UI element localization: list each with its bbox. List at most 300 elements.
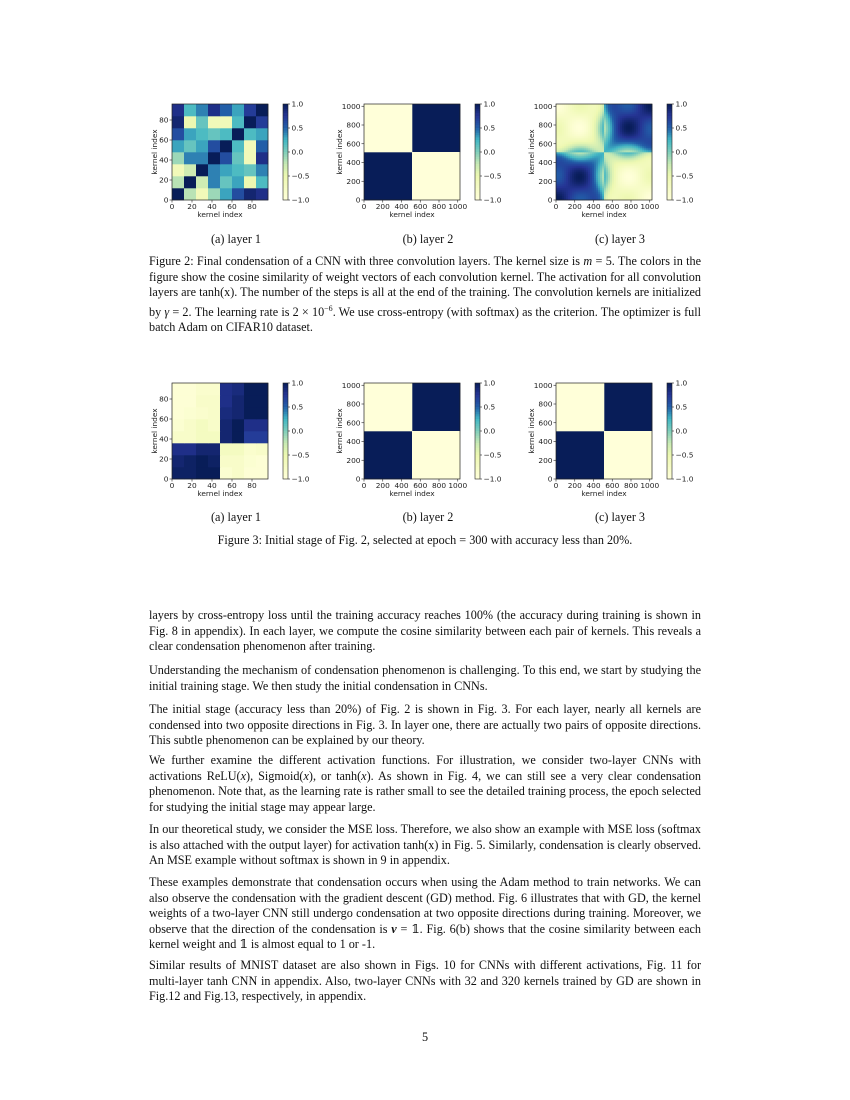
heatmap-cell — [604, 108, 606, 110]
heatmap-cell — [606, 172, 608, 174]
heatmap-cell — [632, 138, 634, 140]
heatmap-cell — [590, 188, 592, 190]
heatmap-cell — [640, 120, 642, 122]
colorbar-segment — [667, 116, 672, 119]
heatmap-cell — [568, 182, 570, 184]
heatmap-cell — [586, 164, 588, 166]
heatmap-cell — [580, 178, 582, 180]
x-axis-label: kernel index — [389, 210, 435, 219]
heatmap-cell — [640, 146, 642, 148]
heatmap-cell — [562, 164, 564, 166]
heatmap-cell — [606, 180, 608, 182]
heatmap-cell — [636, 174, 638, 176]
heatmap-cell — [244, 188, 256, 200]
heatmap-cell — [628, 186, 630, 188]
heatmap-cell — [596, 132, 598, 134]
heatmap-cell — [636, 168, 638, 170]
heatmap-cell — [628, 144, 630, 146]
heatmap-cell — [570, 138, 572, 140]
heatmap-cell — [564, 164, 566, 166]
heatmap-cell — [572, 116, 574, 118]
heatmap-cell — [632, 130, 634, 132]
heatmap-cell — [632, 132, 634, 134]
heatmap-cell — [562, 142, 564, 144]
heatmap-cell — [570, 144, 572, 146]
heatmap-cell — [576, 150, 578, 152]
colorbar-segment — [667, 109, 672, 112]
heatmap-cell — [598, 112, 600, 114]
heatmap-cell — [582, 106, 584, 108]
heatmap-cell — [598, 128, 600, 130]
heatmap-cell — [582, 126, 584, 128]
heatmap-cell — [594, 122, 596, 124]
colorbar — [283, 379, 310, 484]
heatmap-cell — [644, 118, 646, 120]
heatmap-cell — [642, 112, 644, 114]
heatmap-cell — [574, 156, 576, 158]
colorbar-segment — [283, 157, 288, 160]
heatmap-cell — [244, 419, 256, 431]
heatmap-cell — [606, 176, 608, 178]
heatmap-cell — [634, 136, 636, 138]
heatmap-cell — [574, 176, 576, 178]
heatmap-cell — [590, 178, 592, 180]
heatmap-block — [604, 383, 652, 431]
heatmap-cell — [560, 190, 562, 192]
heatmap-cell — [646, 174, 648, 176]
heatmap-cell — [618, 180, 620, 182]
colorbar-segment — [283, 109, 288, 112]
colorbar-segment — [667, 465, 672, 468]
x-tick-label: 800 — [431, 202, 447, 211]
heatmap-cell — [558, 190, 560, 192]
heatmap-cell — [588, 162, 590, 164]
x-tick-label: 600 — [413, 481, 428, 490]
heatmap-cell — [640, 154, 642, 156]
x-tick-label: 200 — [567, 481, 582, 490]
heatmap-cell — [582, 180, 584, 182]
heatmap-cell — [648, 136, 650, 138]
heatmap-cell — [634, 132, 636, 134]
heatmap-cell — [640, 122, 642, 124]
heatmap-cell — [600, 184, 602, 186]
heatmap-cell — [574, 120, 576, 122]
heatmap-cell — [634, 192, 636, 194]
heatmap-cell — [582, 192, 584, 194]
colorbar-segment — [283, 169, 288, 172]
colorbar-segment — [475, 142, 480, 145]
heatmap-cell — [646, 176, 648, 178]
heatmap-cell — [598, 190, 600, 192]
heatmap-cell — [636, 144, 638, 146]
heatmap-cell — [620, 162, 622, 164]
heatmap-cell — [626, 116, 628, 118]
heatmap-cell — [614, 112, 616, 114]
colorbar-segment — [283, 395, 288, 398]
heatmap-cell — [624, 188, 626, 190]
heatmap-block — [364, 383, 412, 431]
heatmap-cell — [612, 140, 614, 142]
heatmap-block — [364, 431, 412, 479]
heatmap-cell — [566, 164, 568, 166]
heatmap-cell — [598, 172, 600, 174]
heatmap-cell — [646, 178, 648, 180]
heatmap-cell — [584, 188, 586, 190]
heatmap-cell — [570, 172, 572, 174]
heatmap-cell — [564, 110, 566, 112]
y-tick-label: 80 — [159, 115, 169, 125]
heatmap-cell — [574, 146, 576, 148]
heatmap-cell — [598, 150, 600, 152]
heatmap-cell — [620, 144, 622, 146]
heatmap-cell — [588, 136, 590, 138]
heatmap-cell — [576, 108, 578, 110]
heatmap-cell — [644, 158, 646, 160]
heatmap-cell — [608, 136, 610, 138]
heatmap-cell — [574, 174, 576, 176]
heatmap-cell — [574, 138, 576, 140]
heatmap-cell — [564, 158, 566, 160]
heatmap-cell — [560, 120, 562, 122]
heatmap-cell — [572, 190, 574, 192]
heatmap-cell — [592, 176, 594, 178]
colorbar-segment — [475, 433, 480, 436]
heatmap-cell — [634, 160, 636, 162]
heatmap-cell — [594, 124, 596, 126]
heatmap-cell — [172, 407, 184, 419]
heatmap-cell — [634, 178, 636, 180]
heatmap-cell — [604, 142, 606, 144]
heatmap-cell — [244, 128, 256, 140]
heatmap-cell — [256, 467, 268, 479]
colorbar-segment — [475, 133, 480, 136]
heatmap-cell — [612, 106, 614, 108]
x-tick-label: 0 — [169, 202, 175, 211]
heatmap-cell — [644, 162, 646, 164]
colorbar-segment — [283, 150, 288, 153]
heatmap-cell — [646, 144, 648, 146]
heatmap-cell — [634, 128, 636, 130]
fig3-subcaption-c: (c) layer 3 — [594, 510, 646, 524]
heatmap-cell — [612, 182, 614, 184]
heatmap-cell — [638, 162, 640, 164]
heatmap-cell — [620, 156, 622, 158]
heatmap-cell — [610, 110, 612, 112]
heatmap-cell — [564, 176, 566, 178]
heatmap-cell — [566, 174, 568, 176]
heatmap-cell — [640, 144, 642, 146]
heatmap-cell — [564, 150, 566, 152]
heatmap-cell — [568, 188, 570, 190]
heatmap-cell — [638, 122, 640, 124]
heatmap-cell — [580, 134, 582, 136]
heatmap-cell — [636, 110, 638, 112]
heatmap-cell — [626, 120, 628, 122]
x-tick-label: 400 — [394, 202, 409, 211]
colorbar-segment — [283, 166, 288, 169]
colorbar-segment — [283, 154, 288, 157]
heatmap-cell — [642, 184, 644, 186]
heatmap-cell — [610, 146, 612, 148]
x-tick-label: 0 — [169, 481, 175, 490]
heatmap-cell — [616, 182, 618, 184]
heatmap-cell — [608, 128, 610, 130]
heatmap-cell — [646, 140, 648, 142]
heatmap-cell — [618, 114, 620, 116]
y-tick-label: 400 — [538, 437, 553, 447]
colorbar-segment — [283, 419, 288, 422]
heatmap-cell — [636, 134, 638, 136]
heatmap-cell — [638, 126, 640, 128]
heatmap-cell — [628, 182, 630, 184]
heatmap-cell — [220, 140, 232, 152]
heatmap-cell — [590, 108, 592, 110]
heatmap-cell — [592, 144, 594, 146]
heatmap-cell — [618, 150, 620, 152]
heatmap-cell — [634, 158, 636, 160]
heatmap-cell — [604, 106, 606, 108]
heatmap-cell — [596, 180, 598, 182]
heatmap-cell — [630, 120, 632, 122]
heatmap-cell — [570, 182, 572, 184]
inline-run: x — [303, 768, 309, 783]
heatmap-cell — [634, 186, 636, 188]
heatmap-cell — [610, 184, 612, 186]
body-paragraph-5: In our theoretical study, we consider the MSE loss. Therefore, we also show an example with MSE loss (softmax is also attached with the output layer) for activation tanh(x) in Fig. 5. Similarly, condensation is clearly observed. An MSE example without softmax is shown in 9 in appendix. — [149, 822, 701, 868]
heatmap-cell — [636, 142, 638, 144]
body-paragraph-4: We further examine the different activation functions. For illustration, we consider two-layer CNNs with activations ReLU(x), Sigmoid(x), or tanh(x). As shown in Fig. 4, we can still see a very clear condensation phenomenon. Note that, as the learning rate is rather small to see the detailed training process, the epoch selected for studying the initial stage may appear large. — [149, 753, 701, 814]
heatmap-cell — [602, 168, 604, 170]
heatmap-cell — [582, 160, 584, 162]
heatmap-cell — [568, 190, 570, 192]
heatmap-cell — [596, 146, 598, 148]
heatmap-cell — [588, 118, 590, 120]
heatmap-cell — [648, 194, 650, 196]
heatmap-cell — [604, 128, 606, 130]
heatmap-cell — [566, 160, 568, 162]
colorbar-segment — [475, 407, 480, 410]
heatmap-cell — [640, 126, 642, 128]
heatmap-cell — [648, 124, 650, 126]
heatmap-cell — [602, 154, 604, 156]
x-tick-label: 60 — [227, 481, 237, 490]
heatmap-cell — [584, 182, 586, 184]
heatmap-cell — [560, 176, 562, 178]
y-tick-label: 800 — [346, 399, 361, 409]
heatmap-cell — [628, 128, 630, 130]
heatmap-cell — [588, 110, 590, 112]
heatmap-cell — [634, 142, 636, 144]
heatmap-cell — [196, 116, 208, 128]
heatmap-cell — [612, 178, 614, 180]
heatmap-cell — [614, 178, 616, 180]
heatmap-cell — [648, 138, 650, 140]
heatmap-cell — [568, 110, 570, 112]
heatmap-cell — [616, 110, 618, 112]
heatmap-cell — [564, 136, 566, 138]
heatmap-cell — [632, 120, 634, 122]
fig2-subcaption-c: (c) layer 3 — [594, 232, 646, 246]
heatmap-cell — [626, 146, 628, 148]
heatmap-cell — [640, 164, 642, 166]
heatmap-cell — [582, 148, 584, 150]
inline-run: m — [583, 254, 593, 268]
colorbar-segment — [283, 178, 288, 181]
heatmap-cell — [636, 124, 638, 126]
colorbar-segment — [667, 455, 672, 458]
heatmap-cell — [588, 186, 590, 188]
heatmap-cell — [584, 112, 586, 114]
heatmap-cell — [636, 196, 638, 198]
heatmap-cell — [616, 122, 618, 124]
heatmap-cell — [628, 192, 630, 194]
heatmap-cell — [622, 172, 624, 174]
heatmap-cell — [580, 118, 582, 120]
y-tick-label: 400 — [538, 158, 553, 168]
heatmap-cell — [578, 130, 580, 132]
heatmap-cell — [600, 140, 602, 142]
heatmap-cell — [560, 126, 562, 128]
heatmap-cell — [570, 192, 572, 194]
heatmap-cell — [590, 162, 592, 164]
heatmap-cell — [626, 166, 628, 168]
heatmap-cell — [576, 142, 578, 144]
colorbar-segment — [283, 433, 288, 436]
heatmap-cell — [638, 154, 640, 156]
heatmap-cell — [566, 144, 568, 146]
heatmap-cell — [636, 140, 638, 142]
heatmap-cell — [574, 158, 576, 160]
heatmap-cell — [610, 116, 612, 118]
heatmap-cell — [632, 148, 634, 150]
heatmap-cell — [572, 186, 574, 188]
heatmap-cell — [558, 176, 560, 178]
heatmap-cell — [576, 132, 578, 134]
heatmap-cell — [564, 184, 566, 186]
heatmap-cell — [620, 196, 622, 198]
heatmap-cell — [564, 172, 566, 174]
heatmap-cell — [604, 170, 606, 172]
heatmap-cell — [572, 178, 574, 180]
heatmap-cell — [560, 112, 562, 114]
heatmap-cell — [648, 170, 650, 172]
heatmap-cell — [630, 194, 632, 196]
heatmap-cell — [560, 152, 562, 154]
heatmap-cell — [604, 160, 606, 162]
heatmap-cell — [610, 192, 612, 194]
heatmap-cell — [208, 116, 220, 128]
heatmap-cell — [624, 132, 626, 134]
heatmap-cell — [624, 136, 626, 138]
heatmap-cell — [586, 118, 588, 120]
heatmap-cell — [634, 170, 636, 172]
heatmap-cell — [590, 168, 592, 170]
colorbar-tick-label: −0.5 — [291, 171, 310, 181]
heatmap-cell — [576, 116, 578, 118]
heatmap-cell — [590, 148, 592, 150]
heatmap-cell — [624, 162, 626, 164]
heatmap-cell — [580, 180, 582, 182]
heatmap-cell — [638, 184, 640, 186]
heatmap-cell — [596, 140, 598, 142]
heatmap-cell — [580, 114, 582, 116]
heatmap-cell — [588, 140, 590, 142]
heatmap-cell — [606, 112, 608, 114]
heatmap-cell — [602, 124, 604, 126]
heatmap-cell — [614, 116, 616, 118]
heatmap-cell — [172, 431, 184, 443]
heatmap-cell — [184, 116, 196, 128]
heatmap-cell — [614, 176, 616, 178]
heatmap-cell — [628, 184, 630, 186]
heatmap-cell — [620, 160, 622, 162]
heatmap-cell — [634, 138, 636, 140]
heatmap-cell — [244, 104, 256, 116]
heatmap-cell — [640, 166, 642, 168]
colorbar-segment — [283, 145, 288, 148]
heatmap-cell — [606, 122, 608, 124]
heatmap-cell — [574, 154, 576, 156]
heatmap-cell — [560, 118, 562, 120]
heatmap-cell — [622, 188, 624, 190]
heatmap-cell — [602, 160, 604, 162]
heatmap-cell — [208, 431, 220, 443]
heatmap-cell — [624, 184, 626, 186]
heatmap-cell — [642, 132, 644, 134]
heatmap-cell — [572, 128, 574, 130]
heatmap-cell — [582, 108, 584, 110]
heatmap-cell — [628, 168, 630, 170]
heatmap-cell — [600, 186, 602, 188]
heatmap-cell — [618, 176, 620, 178]
y-tick-label: 40 — [159, 155, 169, 165]
colorbar-segment — [475, 104, 480, 107]
colorbar-segment — [667, 174, 672, 177]
heatmap-cell — [558, 138, 560, 140]
heatmap-cell — [644, 148, 646, 150]
colorbar-segment — [475, 397, 480, 400]
heatmap-cell — [586, 144, 588, 146]
heatmap-cell — [576, 106, 578, 108]
heatmap-cell — [628, 148, 630, 150]
heatmap-cell — [600, 164, 602, 166]
heatmap-cell — [622, 116, 624, 118]
heatmap-cell — [632, 152, 634, 154]
heatmap-cell — [624, 114, 626, 116]
heatmap-cell — [618, 186, 620, 188]
heatmap-cell — [562, 120, 564, 122]
heatmap-cell — [594, 192, 596, 194]
heatmap-cell — [568, 152, 570, 154]
heatmap-cell — [630, 118, 632, 120]
heatmap-cell — [632, 128, 634, 130]
heatmap-cell — [596, 156, 598, 158]
heatmap-cell — [580, 120, 582, 122]
heatmap-cell — [586, 176, 588, 178]
heatmap-cell — [628, 190, 630, 192]
heatmap-cell — [610, 154, 612, 156]
heatmap-cell — [632, 136, 634, 138]
heatmap-cell — [624, 178, 626, 180]
heatmap-cell — [604, 176, 606, 178]
heatmap-cell — [614, 182, 616, 184]
heatmap-cell — [582, 174, 584, 176]
heatmap-cell — [564, 178, 566, 180]
heatmap-cell — [638, 116, 640, 118]
heatmap-cell — [576, 114, 578, 116]
heatmap-cell — [632, 172, 634, 174]
heatmap-cell — [616, 146, 618, 148]
